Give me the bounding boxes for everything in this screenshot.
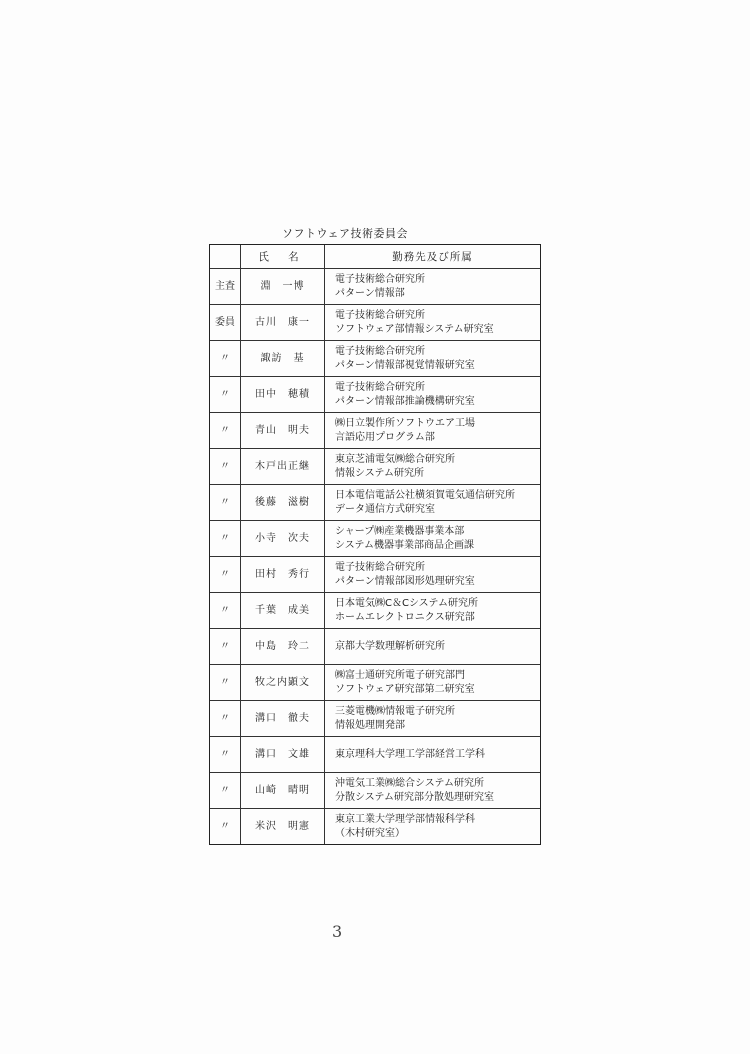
member-role: 〃 (210, 485, 241, 520)
affiliation-line-2: 分散システム研究部分散処理研究室 (335, 791, 494, 803)
member-role: 委員 (210, 305, 241, 340)
member-role: 主査 (210, 269, 241, 304)
affiliation-line-2: システム機器事業部商品企画課 (335, 539, 474, 551)
member-affiliation (325, 557, 540, 592)
table-row (210, 341, 540, 377)
affiliation-line-2: パターン情報部推論機構研究室 (335, 395, 475, 407)
table-row (210, 737, 540, 773)
member-affiliation (325, 809, 540, 844)
affiliation-line-2: パターン情報部図形処理研究室 (335, 575, 475, 587)
member-role: 〃 (210, 449, 241, 484)
member-role: 〃 (210, 557, 241, 592)
member-affiliation (325, 737, 540, 772)
affiliation-line-1: 東京工業大学理学部情報科学科 (335, 813, 475, 825)
member-name: 中島 玲二 (241, 629, 325, 664)
member-name: 小寺 次夫 (241, 521, 325, 556)
table-row (210, 593, 540, 629)
member-affiliation (325, 665, 540, 700)
table-row (210, 773, 540, 809)
member-role: 〃 (210, 377, 241, 412)
member-role: 〃 (210, 593, 241, 628)
affiliation-line-1: 電子技術総合研究所 (335, 345, 425, 357)
member-name: 米沢 明憲 (241, 809, 325, 844)
affiliation-line-1: 沖電気工業㈱総合システム研究所 (335, 777, 484, 789)
member-affiliation (325, 449, 540, 484)
member-role: 〃 (210, 737, 241, 772)
table-row (210, 413, 540, 449)
member-name: 後藤 滋樹 (241, 485, 325, 520)
member-name: 田村 秀行 (241, 557, 325, 592)
affiliation-line-2: ソフトウェア部情報システム研究室 (335, 323, 494, 335)
affiliation-line-2: パターン情報部 (335, 287, 405, 299)
affiliation-line-1: 電子技術総合研究所 (335, 309, 425, 321)
affiliation-line-2: 情報システム研究所 (335, 467, 424, 479)
member-role: 〃 (210, 629, 241, 664)
member-role: 〃 (210, 665, 241, 700)
affiliation-line-1: 三菱電機㈱情報電子研究所 (335, 705, 455, 717)
page-number: 3 (332, 922, 343, 941)
member-name: 牧之内顕文 (241, 665, 325, 700)
member-name: 千葉 成美 (241, 593, 325, 628)
member-name: 諏訪 基 (241, 341, 325, 376)
table-row (210, 701, 540, 737)
table-row (210, 557, 540, 593)
member-role: 〃 (210, 809, 241, 844)
member-affiliation (325, 521, 540, 556)
affiliation-line-1: 電子技術総合研究所 (335, 561, 425, 573)
affiliation-line-1: シャープ㈱産業機器事業本部 (335, 525, 465, 537)
affiliation-line-2: （木村研究室） (335, 827, 405, 839)
affiliation-line-1: ㈱富士通研究所電子研究部門 (335, 669, 465, 681)
affiliation-line-1: 日本電信電話公社横須賀電気通信研究所 (335, 489, 515, 501)
header-affiliation: 勤務先及び所属 (392, 250, 473, 263)
member-role: 〃 (210, 773, 241, 808)
table-row (210, 521, 540, 557)
affiliation-line-2: 情報処理開発部 (335, 719, 405, 731)
table-header-row (210, 245, 540, 269)
member-role: 〃 (210, 341, 241, 376)
member-affiliation (325, 305, 540, 340)
member-affiliation (325, 629, 540, 664)
affiliation-line-2: データ通信方式研究室 (335, 503, 435, 515)
table-row (210, 809, 540, 844)
member-affiliation (325, 485, 540, 520)
affiliation-line-1: 日本電気㈱C＆Cシステム研究所 (335, 597, 478, 609)
affiliation-line-2: ソフトウェア研究部第二研究室 (335, 683, 475, 695)
member-name: 淵 一博 (241, 269, 325, 304)
member-name: 溝口 徹夫 (241, 701, 325, 736)
affiliation-line-1: 東京理科大学理工学部経営工学科 (335, 748, 485, 760)
table-row (210, 485, 540, 521)
member-name: 田中 穂積 (241, 377, 325, 412)
member-role: 〃 (210, 413, 241, 448)
member-affiliation (325, 593, 540, 628)
header-name: 氏 名 (241, 245, 325, 268)
member-name: 木戸出正継 (241, 449, 325, 484)
affiliation-line-1: 東京芝浦電気㈱総合研究所 (335, 453, 455, 465)
member-name: 山崎 晴明 (241, 773, 325, 808)
affiliation-line-1: ㈱日立製作所ソフトウエア工場 (335, 417, 475, 429)
member-affiliation (325, 701, 540, 736)
member-affiliation (325, 773, 540, 808)
member-name: 溝口 文雄 (241, 737, 325, 772)
member-affiliation (325, 341, 540, 376)
table-row (210, 269, 540, 305)
affiliation-line-1: 電子技術総合研究所 (335, 381, 425, 393)
member-affiliation (325, 413, 540, 448)
table-row (210, 665, 540, 701)
member-name: 古川 康一 (241, 305, 325, 340)
member-role: 〃 (210, 701, 241, 736)
affiliation-line-1: 京都大学数理解析研究所 (335, 640, 445, 652)
member-name: 青山 明夫 (241, 413, 325, 448)
table-row (210, 377, 540, 413)
member-affiliation (325, 377, 540, 412)
member-affiliation (325, 269, 540, 304)
table-row (210, 305, 540, 341)
affiliation-line-2: 言語応用プログラム部 (335, 431, 435, 443)
header-role (210, 245, 241, 268)
table-title: ソフトウェア技術委員会 (282, 227, 409, 240)
affiliation-line-1: 電子技術総合研究所 (335, 273, 425, 285)
table-row (210, 629, 540, 665)
member-role: 〃 (210, 521, 241, 556)
affiliation-line-2: ホームエレクトロニクス研究部 (335, 611, 475, 623)
table-row (210, 449, 540, 485)
committee-table (209, 244, 541, 845)
affiliation-line-2: パターン情報部視覚情報研究室 (335, 359, 475, 371)
